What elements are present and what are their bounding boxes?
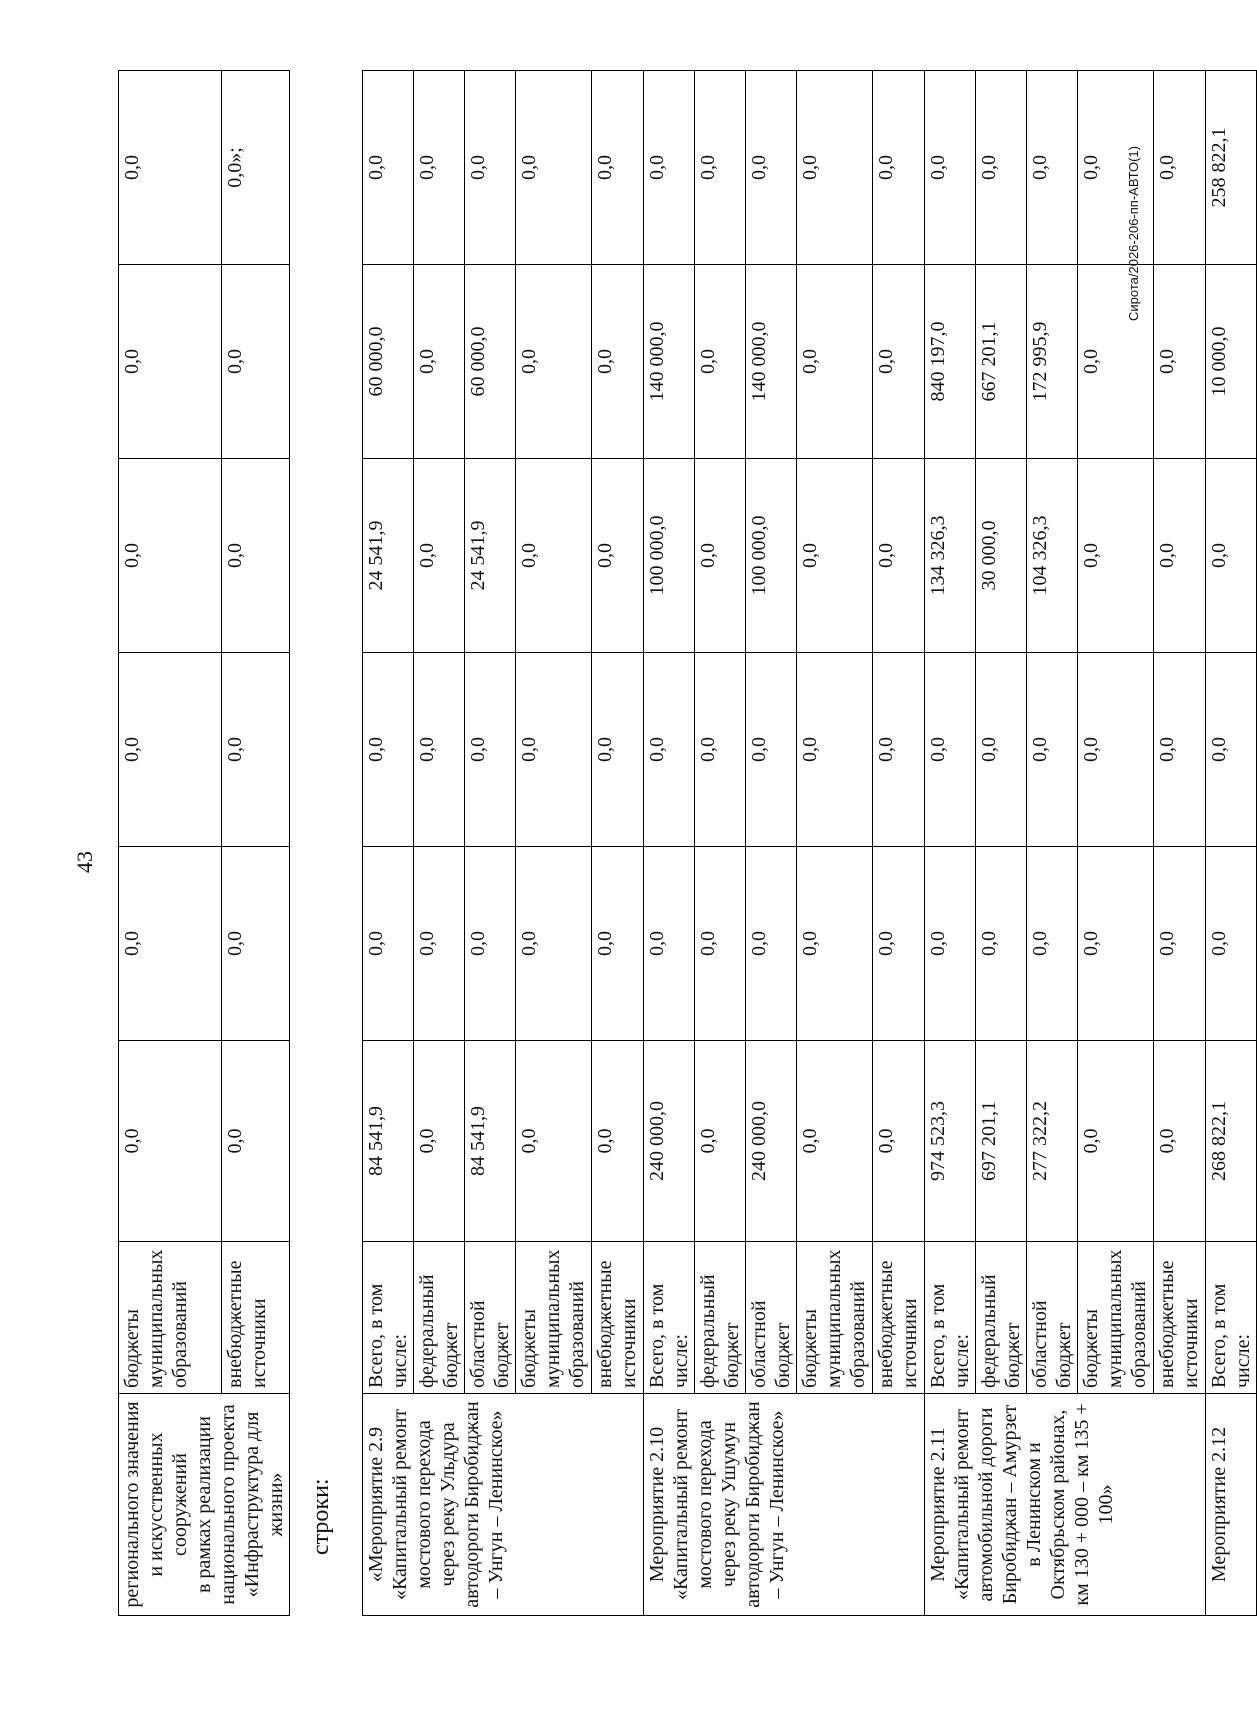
value-cell: 0,0 <box>695 847 746 1041</box>
value-cell: 0,0 <box>516 265 592 459</box>
value-cell: 0,0 <box>465 653 516 847</box>
value-cell: 0,0 <box>592 1041 644 1242</box>
source-cell: внебюджетные источники <box>1154 1242 1206 1394</box>
source-cell: внебюджетные источники <box>592 1242 644 1394</box>
value-cell: 140 000,0 <box>746 265 797 459</box>
source-cell: областной бюджет <box>746 1242 797 1394</box>
value-cell: 0,0 <box>516 1041 592 1242</box>
value-cell: 0,0 <box>592 459 644 653</box>
value-cell: 0,0 <box>414 71 465 265</box>
source-cell: федеральный бюджет <box>414 1242 465 1394</box>
value-cell: 0,0 <box>746 71 797 265</box>
source-cell: областной бюджет <box>1027 1242 1078 1394</box>
source-cell: внебюджетные источники <box>221 1242 289 1394</box>
value-cell: 0,0 <box>925 847 976 1041</box>
source-cell: бюджеты муниципальных образований <box>797 1242 873 1394</box>
value-cell: 268 822,1 <box>1206 1041 1257 1242</box>
value-cell: 0,0 <box>516 459 592 653</box>
value-cell: 0,0 <box>1206 459 1257 653</box>
value-cell: 0,0 <box>1154 459 1206 653</box>
value-cell: 0,0 <box>1078 71 1154 265</box>
value-cell: 0,0 <box>1154 847 1206 1041</box>
source-cell: бюджеты муниципальных образований <box>119 1242 222 1394</box>
value-cell: 0,0 <box>221 1041 289 1242</box>
value-cell: 84 541,9 <box>465 1041 516 1242</box>
value-cell: 240 000,0 <box>644 1041 695 1242</box>
source-cell: Всего, в том числе: <box>644 1242 695 1394</box>
value-cell: 0,0 <box>414 847 465 1041</box>
value-cell: 0,0 <box>925 653 976 847</box>
value-cell: 697 201,1 <box>976 1041 1027 1242</box>
value-cell: 840 197,0 <box>925 265 976 459</box>
value-cell: 0,0 <box>592 71 644 265</box>
value-cell: 0,0 <box>695 71 746 265</box>
value-cell: 0,0 <box>746 847 797 1041</box>
value-cell: 0,0 <box>516 71 592 265</box>
value-cell: 0,0 <box>695 265 746 459</box>
top-fragment-table <box>118 70 290 1616</box>
value-cell: 0,0 <box>873 1041 925 1242</box>
value-cell: 0,0 <box>976 653 1027 847</box>
value-cell: 0,0 <box>1078 265 1154 459</box>
value-cell: 0,0 <box>465 847 516 1041</box>
value-cell: 0,0 <box>1206 653 1257 847</box>
value-cell: 0,0 <box>221 847 289 1041</box>
value-cell: 0,0 <box>221 265 289 459</box>
value-cell: 258 822,1 <box>1206 71 1257 265</box>
value-cell: 0,0 <box>221 459 289 653</box>
value-cell: 0,0 <box>695 459 746 653</box>
value-cell: 0,0 <box>414 265 465 459</box>
value-cell: 0,0 <box>1154 653 1206 847</box>
value-cell: 0,0 <box>976 847 1027 1041</box>
value-cell: 0,0 <box>1154 265 1206 459</box>
page-number: 43 <box>72 851 97 873</box>
value-cell: 0,0 <box>1078 1041 1154 1242</box>
value-cell: 0,0 <box>119 653 222 847</box>
value-cell: 0,0 <box>873 847 925 1041</box>
value-cell: 0,0 <box>1206 847 1257 1041</box>
value-cell: 0,0 <box>1154 71 1206 265</box>
value-cell: 0,0 <box>797 1041 873 1242</box>
value-cell: 0,0 <box>1078 653 1154 847</box>
value-cell: 0,0 <box>119 459 222 653</box>
value-cell: 0,0 <box>644 653 695 847</box>
value-cell: 0,0 <box>363 71 414 265</box>
event-name-cell: Мероприятие 2.12 <box>1206 1394 1257 1616</box>
value-cell: 974 523,3 <box>925 1041 976 1242</box>
value-cell: 0,0 <box>592 265 644 459</box>
value-cell: 0,0 <box>592 653 644 847</box>
value-cell: 60 000,0 <box>465 265 516 459</box>
footer-document-code: Сирота/2026-206-пп-АВТО(1) <box>1126 146 1141 321</box>
source-cell: федеральный бюджет <box>976 1242 1027 1394</box>
value-cell: 134 326,3 <box>925 459 976 653</box>
value-cell: 0,0 <box>1027 71 1078 265</box>
value-cell: 0,0 <box>119 71 222 265</box>
events-table <box>362 70 1257 1616</box>
value-cell: 0,0 <box>414 1041 465 1242</box>
value-cell: 60 000,0 <box>363 265 414 459</box>
value-cell: 667 201,1 <box>976 265 1027 459</box>
source-cell: бюджеты муниципальных образований <box>1078 1242 1154 1394</box>
value-cell: 172 995,9 <box>1027 265 1078 459</box>
source-cell: бюджеты муниципальных образований <box>516 1242 592 1394</box>
value-cell: 0,0 <box>119 265 222 459</box>
value-cell: 0,0 <box>414 459 465 653</box>
value-cell: 0,0 <box>465 71 516 265</box>
value-cell: 0,0 <box>925 71 976 265</box>
source-cell: областной бюджет <box>465 1242 516 1394</box>
value-cell: 0,0 <box>797 459 873 653</box>
value-cell: 0,0 <box>516 847 592 1041</box>
source-cell: внебюджетные источники <box>873 1242 925 1394</box>
value-cell: 0,0 <box>119 847 222 1041</box>
source-cell: Всего, в том числе: <box>1206 1242 1257 1394</box>
source-cell: Всего, в том числе: <box>363 1242 414 1394</box>
value-cell: 0,0 <box>644 847 695 1041</box>
value-cell: 0,0 <box>1078 459 1154 653</box>
value-cell: 0,0»; <box>221 71 289 265</box>
value-cell: 104 326,3 <box>1027 459 1078 653</box>
value-cell: 0,0 <box>221 653 289 847</box>
value-cell: 0,0 <box>873 653 925 847</box>
value-cell: 0,0 <box>592 847 644 1041</box>
value-cell: 84 541,9 <box>363 1041 414 1242</box>
value-cell: 24 541,9 <box>465 459 516 653</box>
value-cell: 0,0 <box>797 71 873 265</box>
value-cell: 0,0 <box>797 265 873 459</box>
value-cell: 0,0 <box>873 459 925 653</box>
value-cell: 0,0 <box>1027 847 1078 1041</box>
value-cell: 277 322,2 <box>1027 1041 1078 1242</box>
value-cell: 0,0 <box>1154 1041 1206 1242</box>
value-cell: 0,0 <box>516 653 592 847</box>
value-cell: 140 000,0 <box>644 265 695 459</box>
value-cell: 0,0 <box>873 265 925 459</box>
source-cell: Всего, в том числе: <box>925 1242 976 1394</box>
value-cell: 0,0 <box>363 653 414 847</box>
value-cell: 0,0 <box>797 653 873 847</box>
fragment-name-cell: регионального значения и искусственных сооружений в рамках реализации национального проекта «Инфраструктура для жизни» <box>119 1394 290 1616</box>
value-cell: 0,0 <box>119 1041 222 1242</box>
event-name-cell: «Мероприятие 2.9 «Капитальный ремонт мостового перехода через реку Ульдура автодороги Биробиджан – Унгун – Ленинское» <box>363 1394 644 1616</box>
value-cell: 0,0 <box>746 653 797 847</box>
value-cell: 0,0 <box>644 71 695 265</box>
value-cell: 0,0 <box>414 653 465 847</box>
value-cell: 0,0 <box>797 847 873 1041</box>
value-cell: 0,0 <box>976 71 1027 265</box>
value-cell: 0,0 <box>1027 653 1078 847</box>
value-cell: 0,0 <box>1078 847 1154 1041</box>
value-cell: 0,0 <box>363 847 414 1041</box>
value-cell: 0,0 <box>695 653 746 847</box>
event-name-cell: Мероприятие 2.11 «Капитальный ремонт автомобильной дороги Биробиджан – Амурзет в Ленинском и Октябрьском районах, км 130 + 000 – км 135 + 100» <box>925 1394 1206 1616</box>
value-cell: 10 000,0 <box>1206 265 1257 459</box>
value-cell: 0,0 <box>873 71 925 265</box>
value-cell: 240 000,0 <box>746 1041 797 1242</box>
source-cell: федеральный бюджет <box>695 1242 746 1394</box>
value-cell: 0,0 <box>695 1041 746 1242</box>
value-cell: 100 000,0 <box>644 459 695 653</box>
separator-label: строки: <box>308 1478 334 1555</box>
value-cell: 24 541,9 <box>363 459 414 653</box>
value-cell: 30 000,0 <box>976 459 1027 653</box>
event-name-cell: Мероприятие 2.10 «Капитальный ремонт мостового перехода через реку Ушумун автодороги Биробиджан – Унгун – Ленинское» <box>644 1394 925 1616</box>
value-cell: 100 000,0 <box>746 459 797 653</box>
